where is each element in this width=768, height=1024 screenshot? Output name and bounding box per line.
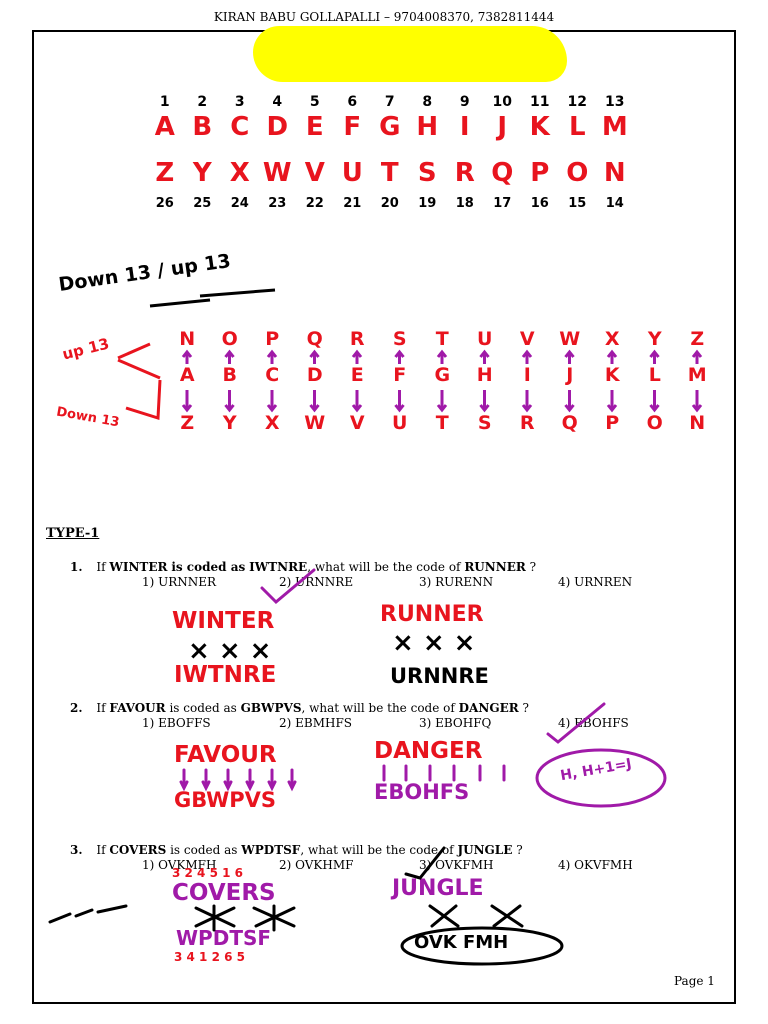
swap-marks: × × × [188, 636, 272, 666]
alphabet-number: 15 [568, 196, 587, 211]
alphabet-number: 8 [422, 94, 433, 110]
updown-letter: P [605, 412, 620, 434]
option-1[interactable]: 1) EBOFFS [142, 716, 211, 730]
alphabet-letter: M [601, 112, 628, 142]
alphabet-number: 23 [268, 196, 287, 211]
question-end: ? [516, 843, 523, 857]
alphabet-number: 10 [492, 94, 512, 110]
updown-letter: O [221, 328, 238, 350]
updown-letter: Y [647, 328, 662, 350]
alphabet-letter: P [530, 158, 550, 188]
swap-marks: × × × [392, 628, 476, 658]
updown-letter: P [265, 328, 280, 350]
updown-letter: U [392, 412, 408, 434]
alphabet-number: 12 [567, 94, 587, 110]
question-num: 1. [70, 560, 83, 574]
alphabet-letter: Q [491, 158, 514, 188]
alphabet-number: 4 [272, 94, 283, 110]
worked-answer: URNNRE [390, 664, 489, 688]
question-post: , what will be the code of [307, 560, 461, 574]
question-code: WPDTSF [241, 843, 301, 857]
alphabet-letter: A [154, 112, 175, 142]
updown-letter: Z [690, 328, 705, 350]
alphabet-letter: D [266, 112, 289, 142]
updown-letter: V [349, 412, 365, 434]
worked-word: DANGER [374, 738, 483, 764]
question-word: COVERS [109, 843, 167, 857]
alphabet-number: 9 [459, 94, 470, 110]
alphabet-number: 19 [418, 196, 437, 211]
updown-letter: E [350, 364, 364, 386]
question-post: , what will be the code of [300, 843, 454, 857]
alphabet-letter: R [454, 158, 475, 188]
down-label: Down 13 [55, 404, 121, 431]
question-mid: is coded as [171, 560, 246, 574]
alphabet-letter: F [343, 112, 362, 142]
alphabet-number: 21 [343, 196, 362, 211]
question-code: GBWPVS [240, 701, 302, 715]
question-num: 2. [70, 701, 83, 715]
updown-letter: N [689, 412, 706, 434]
page-footer: Page 1 [674, 974, 715, 988]
alphabet-letter: X [229, 158, 250, 188]
alphabet-number: 13 [605, 94, 625, 110]
alphabet-number: 7 [384, 94, 395, 110]
updown-letter: S [392, 328, 407, 350]
question-target: JUNGLE [457, 843, 513, 857]
option-4[interactable]: 4) OKVFMH [558, 858, 633, 872]
question-target: RUNNER [464, 560, 526, 574]
alphabet-letter: Z [155, 158, 175, 188]
updown-letter: R [519, 412, 535, 434]
question-num: 3. [70, 843, 83, 857]
worked-word: FAVOUR [174, 742, 277, 768]
alphabet-letter: Y [192, 158, 212, 188]
updown-letter: W [304, 412, 326, 434]
worked-code: WPDTSF [176, 926, 272, 950]
alphabet-letter: K [529, 112, 550, 142]
updown-letter: G [434, 364, 451, 386]
updown-letter: B [222, 364, 237, 386]
question-target: DANGER [458, 701, 519, 715]
option-1[interactable]: 1) URNNER [142, 575, 217, 589]
option-4[interactable]: 4) URNREN [558, 575, 633, 589]
option-4[interactable]: 4) EBOHFS [558, 716, 629, 730]
updown-letter: T [435, 328, 449, 350]
updown-letter: T [435, 412, 449, 434]
updown-letter: S [477, 412, 492, 434]
worked-answer: EBOHFS [374, 780, 470, 804]
updown-label: Down 13 / up 13 [57, 250, 233, 296]
alphabet-number: 1 [159, 94, 170, 110]
worked-code: GBWPVS [174, 788, 277, 812]
worked-word: JUNGLE [392, 876, 484, 901]
updown-letter: L [648, 364, 661, 386]
question-post: , what will be the code of [301, 701, 455, 715]
alphabet-number: 24 [230, 196, 249, 211]
updown-letter: V [519, 328, 535, 350]
alphabet-letter: S [417, 158, 437, 188]
updown-letter: R [349, 328, 365, 350]
alphabet-number: 20 [380, 196, 399, 211]
option-3[interactable]: 3) EBOHFQ [419, 716, 492, 730]
question-pre: If [96, 701, 106, 715]
option-1[interactable]: 1) OVKMFH [142, 858, 217, 872]
option-2[interactable]: 2) EBMHFS [279, 716, 353, 730]
worked-word: WINTER [172, 608, 275, 634]
alphabet-letter: H [416, 112, 439, 142]
alphabet-letter: V [304, 158, 325, 188]
alphabet-letter: O [566, 158, 589, 188]
alphabet-letter: U [341, 158, 363, 188]
updown-letter: H [476, 364, 493, 386]
updown-letter: W [559, 328, 581, 350]
option-3[interactable]: 3) OVKFMH [419, 858, 494, 872]
question-pre: If [96, 560, 106, 574]
alphabet-letter: L [568, 112, 586, 142]
answer-circle [402, 928, 562, 964]
scribble-numbers: 3 4 1 2 6 5 [174, 950, 245, 964]
updown-letter: C [265, 364, 280, 386]
updown-letter: Y [222, 412, 237, 434]
updown-letter: Q [306, 328, 323, 350]
page-header: KIRAN BABU GOLLAPALLI – 9704008370, 7382811444 [213, 10, 555, 24]
question-word: WINTER [109, 560, 168, 574]
updown-letter: J [566, 364, 574, 386]
updown-letter: O [646, 412, 663, 434]
question-code: IWTNRE [249, 560, 308, 574]
alphabet-letter: B [192, 112, 213, 142]
answer-circle [537, 750, 665, 806]
question-end: ? [529, 560, 537, 574]
worked-word: RUNNER [380, 602, 484, 627]
question-mid: is coded as [169, 701, 237, 715]
alphabet-number: 5 [309, 94, 320, 110]
alphabet-letter: E [305, 112, 324, 142]
alphabet-number: 25 [193, 196, 212, 211]
scribble-numbers: 3 2 4 5 1 6 [172, 866, 243, 880]
alphabet-number: 6 [347, 94, 358, 110]
alphabet-letter: N [603, 158, 626, 188]
alphabet-number: 3 [234, 94, 245, 110]
question-word: FAVOUR [109, 701, 166, 715]
updown-letter: N [179, 328, 196, 350]
alphabet-letter: W [262, 158, 292, 188]
updown-letter: Q [561, 412, 578, 434]
updown-letter: M [687, 364, 707, 386]
alphabet-letter: T [380, 158, 399, 188]
alphabet-number: 14 [605, 196, 624, 211]
updown-letter: X [264, 412, 280, 434]
question-end: ? [522, 701, 529, 715]
alphabet-number: 22 [305, 196, 324, 211]
worked-answer: OVK FMH [414, 932, 509, 953]
worked-code: IWTNRE [174, 662, 277, 688]
alphabet-letter: J [497, 112, 508, 142]
alphabet-number: 2 [197, 94, 208, 110]
alphabet-letter: I [459, 112, 470, 142]
alphabet-number: 16 [530, 196, 549, 211]
alphabet-number: 18 [455, 196, 474, 211]
updown-letter: U [477, 328, 493, 350]
option-2[interactable]: 2) OVKHMF [279, 858, 354, 872]
option-2[interactable]: 2) URNNRE [279, 575, 354, 589]
question-pre: If [96, 843, 106, 857]
circle-note: H, H+1=J [559, 755, 633, 785]
updown-letter: K [604, 364, 620, 386]
type-title: TYPE-1 [46, 526, 100, 541]
alphabet-letter: C [230, 112, 250, 142]
question-mid: is coded as [170, 843, 238, 857]
worked-word: COVERS [172, 880, 276, 906]
updown-letter: Z [180, 412, 195, 434]
alphabet-number: 11 [530, 94, 550, 110]
option-3[interactable]: 3) RURENN [419, 575, 494, 589]
updown-letter: A [179, 364, 195, 386]
updown-letter: X [604, 328, 620, 350]
alphabet-number: 17 [493, 196, 512, 211]
updown-letter: F [393, 364, 407, 386]
up-label: up 13 [60, 334, 111, 364]
alphabet-number: 26 [155, 196, 174, 211]
updown-letter: I [523, 364, 531, 386]
alphabet-letter: G [379, 112, 401, 142]
updown-letter: D [306, 364, 323, 386]
